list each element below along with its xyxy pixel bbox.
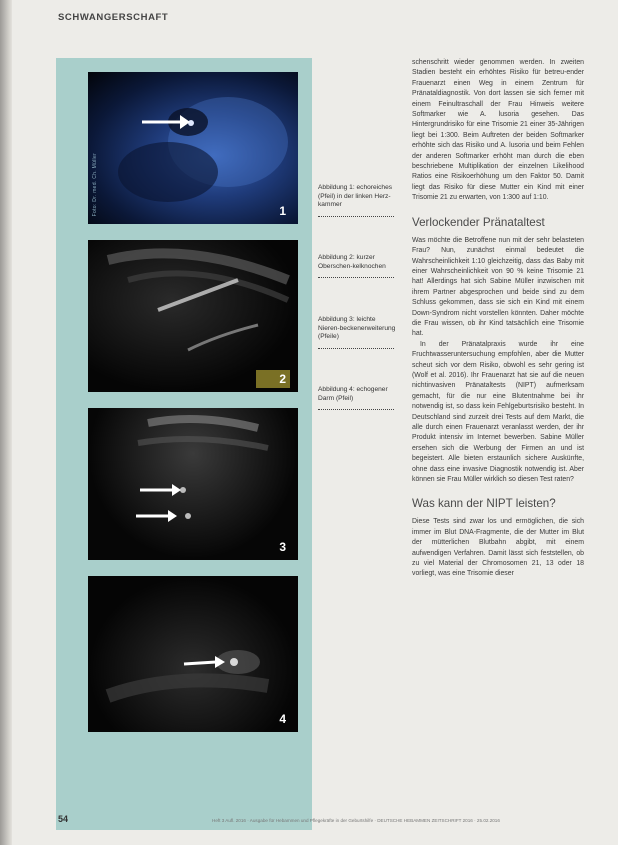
image-number-4: 4 (279, 712, 286, 726)
subheading-verlockender-pranataltest: Verlockender Pränataltest (412, 215, 545, 229)
footer-line: Heft 3 Aufl. 2016 · Ausgabe für Hebammen und Pflegekräfte in der Geburtshilfe · DEUTSCHE HEBAMMEN ZEITSCHRIFT 2016 · 25.02.2016 (212, 818, 500, 823)
image-credit: Foto: Dr. med. Ch. Müller (92, 152, 98, 216)
caption-2-text: Abbildung 2: kurzer Oberschen-kelknochen (318, 254, 386, 270)
body-paragraph-1: schenschritt wieder genommen werden. In zweiten Stadien besteht ein erhöhtes Risiko für betreu-ender Frauenarzt einen Weg in einem Zentrum für Pränataldiagnostik. Von dort lassen sie sich ferner mit einem Feinultraschall der Frau Hinweis weitere Softmarker wie A. lusoria gesehen. Das Hintergrundrisiko für eine Trisomie 21 einer 35-Jährigen liegt bei 1:300. Beim Auftreten der beiden Softmarker erhöhte sich das Risiko und A. lusoria und beim Fehlen der anderen Softmarker erhöht man durch die eben beschriebene Multiplikation der einzelnen Likelihood Ratios eine Risikoerhöhung um den Faktor 50. Damit liegt das Risiko für diese Mutter ein Kind mit einer Trisomie 21 zu erwarten, von 1:300 auf 1:10. (412, 59, 584, 202)
ultrasound-image-2-texture (88, 240, 298, 392)
ultrasound-image-2 (88, 240, 298, 392)
ultrasound-image-1-texture (88, 72, 298, 224)
caption-divider (318, 216, 394, 217)
image-number-3: 3 (279, 540, 286, 554)
body-paragraph-4: Diese Tests sind zwar los und ermöglichen, die sich immer im Blut DNA-Fragmente, die der Mutter im Blut der mütterlichen Blutbahn abgibt, mit einem aufwendigen Verfahren. Damit lässt sich feststellen, ob zu viel Material der Chromosomen 21, 13 oder 18 vorliegt, was eine Trisomie dieser (412, 518, 584, 578)
caption-3 (318, 316, 396, 349)
caption-divider (318, 277, 394, 278)
caption-divider (318, 348, 394, 349)
caption-1 (318, 184, 396, 217)
ultrasound-image-3-texture (88, 408, 298, 560)
ultrasound-image-1 (88, 72, 298, 224)
body-column (412, 58, 584, 580)
caption-divider (318, 409, 394, 410)
caption-4 (318, 386, 396, 410)
caption-1-text: Abbildung 1: echoreiches (Pfeil) in der linken Herz-kammer (318, 184, 393, 209)
ultrasound-image-3 (88, 408, 298, 560)
caption-4-text: Abbildung 4: echogener Darm (Pfeil) (318, 386, 388, 402)
caption-3-text: Abbildung 3: leichte Nieren-beckenerweiterung (Pfeile) (318, 316, 396, 341)
page-number: 54 (58, 814, 69, 824)
image-number-1: 1 (279, 204, 286, 218)
page-spine-shadow (0, 0, 12, 845)
ultrasound-image-4-texture (88, 576, 298, 732)
body-paragraph-2: Was möchte die Betroffene nun mit der sehr belasteten Frau? Nun, zunächst einmal bedeutet die Wahrscheinlichkeit 1:10 gleichzeitig, dass das Baby mit einer Wahrscheinlichkeit von 90 % keine Trisomie 21 hat! Allerdings hat sich Sabine Müller inzwischen mit ihrem Partner abgesprochen und beide sind zu dem Schluss gekommen, dass sie sich ein Kind mit einem Down-Syndrom nicht vorstellen könnten. Daher möchte die Frau wissen, ob ihr Kind tatsächlich eine Trisomie hat. (412, 236, 584, 338)
ultrasound-image-4 (88, 576, 298, 732)
image-number-2: 2 (279, 372, 286, 386)
running-head: SCHWANGERSCHAFT (58, 12, 169, 23)
caption-2 (318, 254, 396, 278)
subheading-was-kann-der-nipt: Was kann der NIPT leisten? (412, 497, 556, 511)
body-paragraph-3: In der Pränatalpraxis wurde ihr eine Fruchtwasseruntersuchung empfohlen, aber die Mutter scheut sich vor dem Risiko, obwohl es sehr gering ist (Wolf et al. 2016). Ihr Frauenarzt hat sie auf die neuen nichtinvasiven Pränataltests (NIPT) aufmerksam gemacht, für die nur eine Blutentnahme bei ihr notwendig ist, so dass kein Fehlgeburtsrisiko besteht. In Deutschland sind zurzeit drei Tests auf dem Markt, die alle durch einen Frauenarzt veranlasst werden, der ihr Produkt intensiv im Internet bewerben. Sabine Müller ersehen sich die Werbung der Firmen an und ist begeistert. Alle bieten erstaunlich sichere Auskünfte, ohne dass eine invasive Diagnostik notwendig ist. Aber können sie Frau Müller wirklich so diesen Test raten? (412, 340, 584, 484)
